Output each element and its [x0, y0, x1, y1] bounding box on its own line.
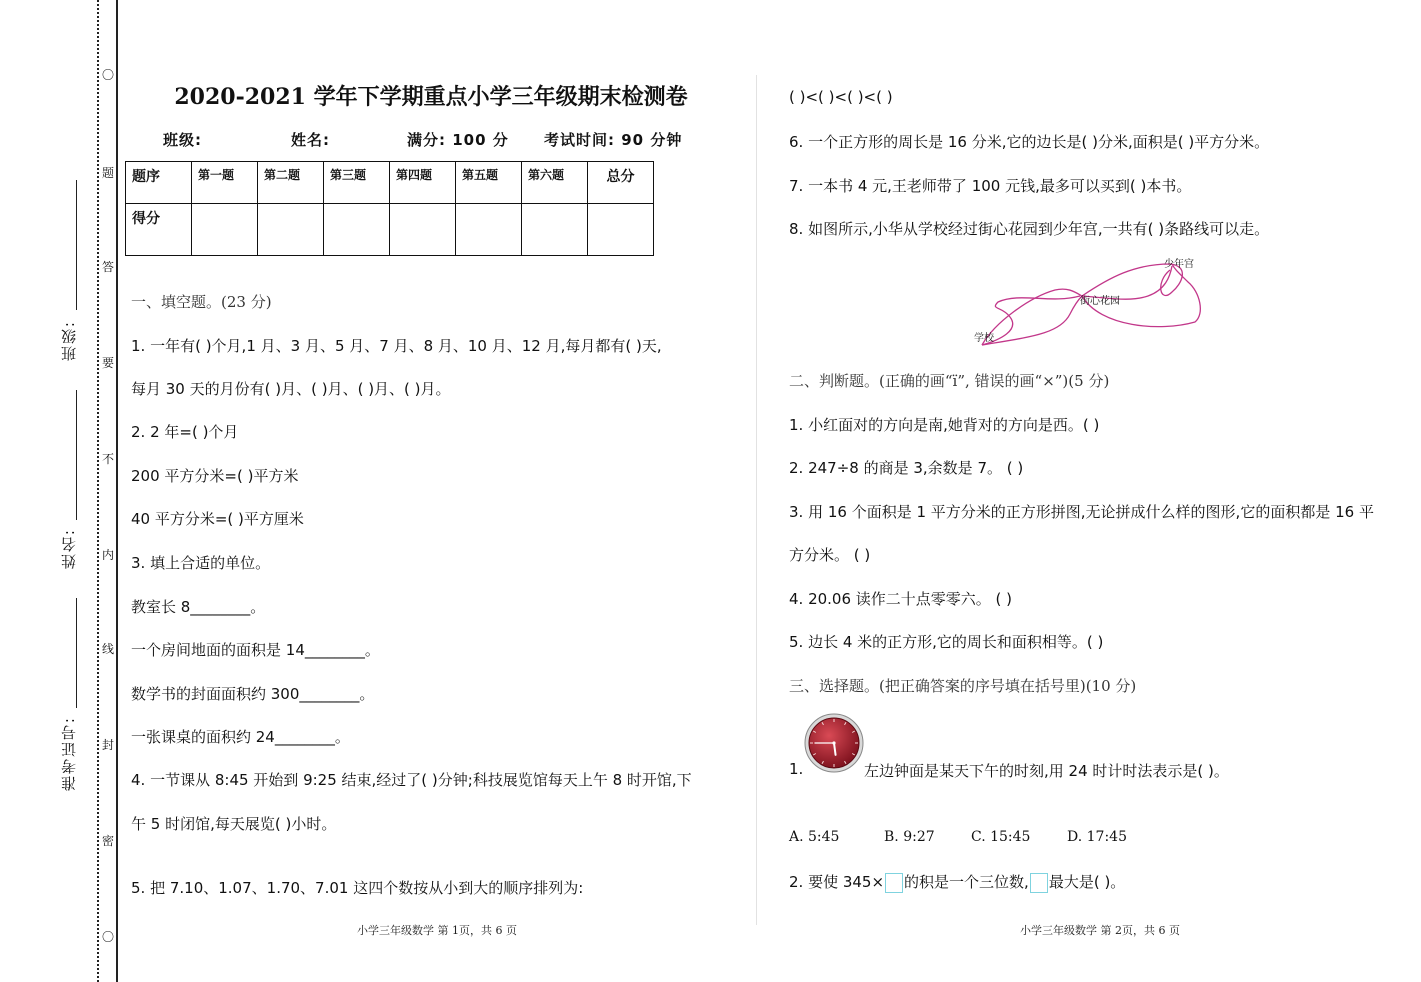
- choice-q2-part: 的积是一个三位数,: [904, 873, 1029, 891]
- seal-char: 密: [101, 834, 114, 848]
- score-row-label: 得分: [126, 204, 192, 256]
- name-label: 姓名:: [60, 528, 78, 570]
- class-label: 班级:: [60, 320, 78, 362]
- score-cell[interactable]: [588, 204, 654, 256]
- choice-q2-part: 2. 要使 345×: [789, 873, 885, 891]
- question-line: 5. 把 7.10、1.07、1.70、7.01 这四个数按从小到大的顺序排列为:: [131, 879, 584, 897]
- score-header-cell: 总分: [588, 162, 654, 204]
- clock-icon: [804, 713, 864, 775]
- question-line: 1. 小红面对的方向是南,她背对的方向是西。( ): [789, 416, 1100, 434]
- seal-char: 线: [101, 642, 114, 656]
- score-header-cell: 第四题: [390, 162, 456, 204]
- option-a[interactable]: A. 5:45: [789, 829, 840, 845]
- score-cell[interactable]: [456, 204, 522, 256]
- section-1-title: 一、填空题。(23 分): [131, 293, 272, 311]
- question-line: 5. 边长 4 米的正方形,它的周长和面积相等。( ): [789, 633, 1104, 651]
- choice-q2: [789, 871, 1125, 893]
- question-line: 一张课桌的面积约 24________。: [131, 728, 350, 746]
- score-cell[interactable]: [390, 204, 456, 256]
- score-cell[interactable]: [258, 204, 324, 256]
- binding-dotted-line: [97, 0, 99, 982]
- section-3-title: 三、选择题。(把正确答案的序号填在括号里)(10 分): [789, 677, 1137, 695]
- question-line: 一个房间地面的面积是 14________。: [131, 641, 380, 659]
- question-line: 8. 如图所示,小华从学校经过街心花园到少年宫,一共有( )条路线可以走。: [789, 220, 1270, 238]
- section-2-title: 二、判断题。(正确的画“ï”, 错误的画“×”)(5 分): [789, 372, 1110, 390]
- blank-box[interactable]: [885, 873, 903, 893]
- map-label-garden: 街心花园: [1080, 296, 1120, 307]
- seal-char: 不: [101, 452, 114, 466]
- seal-char: 题: [101, 166, 114, 180]
- class-write-line: [76, 180, 77, 310]
- score-cell[interactable]: [192, 204, 258, 256]
- full-score-info: 满分: 100 分: [407, 131, 509, 149]
- score-header-cell: 第二题: [258, 162, 324, 204]
- score-table-row: [126, 204, 654, 256]
- exam-no-write-line: [76, 598, 77, 708]
- question-line: 4. 一节课从 8:45 开始到 9:25 结束,经过了( )分钟;科技展览馆每天上午 8 时开馆,下: [131, 771, 692, 789]
- question-line: 教室长 8________。: [131, 598, 266, 616]
- page-footer-2: 小学三年级数学 第 2页，共 6 页: [1020, 924, 1180, 937]
- score-header-cell: 第一题: [192, 162, 258, 204]
- score-cell[interactable]: [522, 204, 588, 256]
- question-line: 数学书的封面面积约 300________。: [131, 685, 375, 703]
- score-table-header-row: [126, 162, 654, 204]
- score-header-cell: 题序: [126, 162, 192, 204]
- score-header-cell: 第三题: [324, 162, 390, 204]
- choice-q1-text: 左边钟面是某天下午的时刻,用 24 时计时法表示是( )。: [864, 762, 1229, 780]
- route-map: [960, 252, 1210, 352]
- question-line: 2. 2 年=( )个月: [131, 423, 239, 441]
- seal-char: 内: [101, 548, 114, 562]
- question-line: 每月 30 天的月份有( )月、( )月、( )月、( )月。: [131, 380, 451, 398]
- question-line: 3. 填上合适的单位。: [131, 554, 271, 572]
- class-info: 班级:: [163, 131, 202, 149]
- choice-q1-number: 1.: [789, 760, 804, 778]
- page-title: 2020-2021 学年下学期重点小学三年级期末检测卷: [174, 84, 688, 110]
- question-line: 40 平方分米=( )平方厘米: [131, 510, 304, 528]
- question-line: 2. 247÷8 的商是 3,余数是 7。 ( ): [789, 459, 1024, 477]
- map-label-school: 学校: [974, 333, 994, 344]
- page-footer-1: 小学三年级数学 第 1页，共 6 页: [357, 924, 517, 937]
- option-c[interactable]: C. 15:45: [971, 829, 1031, 845]
- choice-q2-part: 最大是( )。: [1048, 873, 1126, 891]
- blank-box[interactable]: [1030, 873, 1048, 893]
- score-table: [125, 161, 654, 256]
- question-line: 6. 一个正方形的周长是 16 分米,它的边长是( )分米,面积是( )平方分米。: [789, 133, 1270, 151]
- question-line: 3. 用 16 个面积是 1 平方分米的正方形拼图,无论拼成什么样的图形,它的面积都是 16 平: [789, 503, 1374, 521]
- seal-char: 〇: [101, 68, 114, 82]
- option-b[interactable]: B. 9:27: [884, 829, 935, 845]
- score-cell[interactable]: [324, 204, 390, 256]
- question-line: 方分米。 ( ): [789, 546, 871, 564]
- seal-char: 要: [101, 356, 114, 370]
- time-info: 考试时间: 90 分钟: [544, 131, 683, 149]
- seal-char: 〇: [101, 930, 114, 944]
- score-header-cell: 第五题: [456, 162, 522, 204]
- name-write-line: [76, 390, 77, 520]
- name-info: 姓名:: [291, 131, 330, 149]
- question-line: 1. 一年有( )个月,1 月、3 月、5 月、7 月、8 月、10 月、12 月,每月都有( )天,: [131, 337, 662, 355]
- question-line: 午 5 时闭馆,每天展览( )小时。: [131, 815, 337, 833]
- question-line: 7. 一本书 4 元,王老师带了 100 元钱,最多可以买到( )本书。: [789, 177, 1192, 195]
- seal-char: 答: [101, 260, 114, 274]
- map-label-palace: 少年宫: [1164, 259, 1194, 270]
- score-header-cell: 第六题: [522, 162, 588, 204]
- column-divider: [756, 75, 757, 925]
- binding-solid-line: [116, 0, 118, 982]
- seal-char: 封: [101, 738, 114, 752]
- exam-no-label: 准考证号:: [60, 716, 78, 792]
- question-line: 4. 20.06 读作二十点零零六。 ( ): [789, 590, 1013, 608]
- question-line: ( )<( )<( )<( ): [789, 88, 893, 106]
- question-line: 200 平方分米=( )平方米: [131, 467, 299, 485]
- option-d[interactable]: D. 17:45: [1067, 829, 1127, 845]
